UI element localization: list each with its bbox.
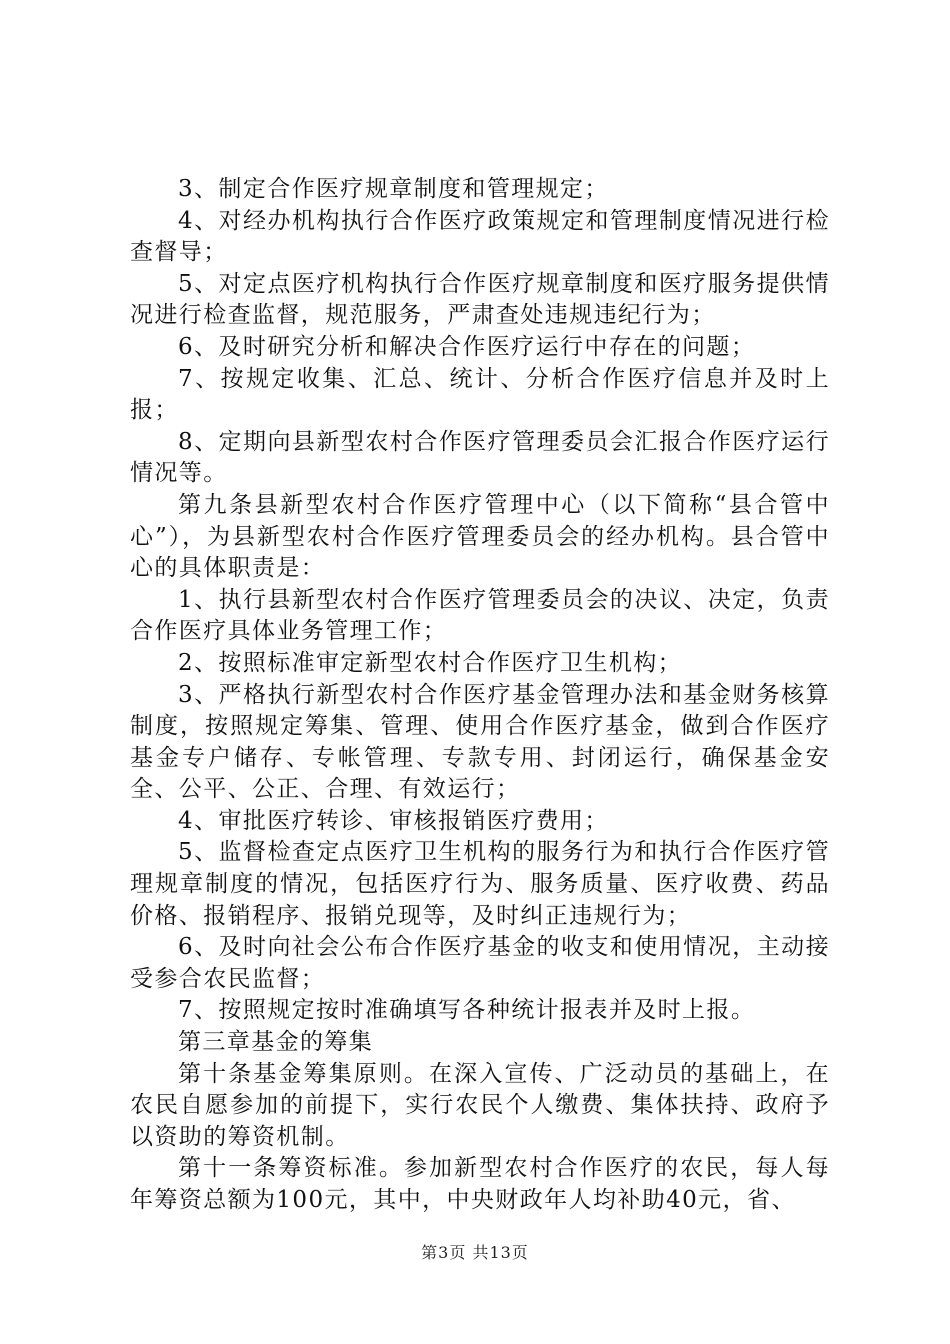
- paragraph: 8、定期向县新型农村合作医疗管理委员会汇报合作医疗运行情况等。: [130, 428, 830, 487]
- paragraph: 第九条县新型农村合作医疗管理中心（以下简称“县合管中心”），为县新型农村合作医疗管理委员会的经办机构。县合管中心的具体职责是：: [130, 491, 830, 582]
- paragraph: 2、按照标准审定新型农村合作医疗卫生机构；: [178, 649, 683, 676]
- paragraph: 5、对定点医疗机构执行合作医疗规章制度和医疗服务提供情况进行检查监督，规范服务，严肃查处违规违纪行为；: [130, 270, 830, 329]
- paragraph: 4、对经办机构执行合作医疗政策规定和管理制度情况进行检查督导；: [130, 207, 830, 266]
- document-body: [130, 174, 830, 1217]
- paragraph: 第十条基金筹集原则。在深入宣传、广泛动员的基础上，在农民自愿参加的前提下，实行农民个人缴费、集体扶持、政府予以资助的筹资机制。: [130, 1060, 830, 1150]
- paragraph: 7、按照规定按时准确填写各种统计报表并及时上报。: [178, 997, 756, 1024]
- paragraph: 3、制定合作医疗规章制度和管理规定；: [178, 176, 609, 202]
- paragraph: 4、审批医疗转诊、审核报销医疗费用；: [178, 807, 609, 834]
- paragraph: 5、监督检查定点医疗卫生机构的服务行为和执行合作医疗管理规章制度的情况，包括医疗行为、服务质量、医疗收费、药品价格、报销程序、报销兑现等，及时纠正违规行为；: [130, 839, 830, 929]
- paragraph: 1、执行县新型农村合作医疗管理委员会的决议、决定，负责合作医疗具体业务管理工作；: [130, 586, 830, 645]
- page-number-footer: 第3页 共13页: [421, 1243, 529, 1262]
- paragraph: 6、及时向社会公布合作医疗基金的收支和使用情况，主动接受参合农民监督；: [130, 934, 830, 992]
- paragraph: 第十一条筹资标准。参加新型农村合作医疗的农民，每人每年筹资总额为100元，其中，中央财政年人均补助40元，省、: [130, 1155, 830, 1213]
- paragraph: 7、按规定收集、汇总、统计、分析合作医疗信息并及时上报；: [130, 365, 830, 424]
- paragraph: 6、及时研究分析和解决合作医疗运行中存在的问题；: [178, 333, 756, 360]
- paragraph: 3、严格执行新型农村合作医疗基金管理办法和基金财务核算制度，按照规定筹集、管理、使用合作医疗基金，做到合作医疗基金专户储存、专帐管理、专款专用、封闭运行，确保基金安全、公平、公正、合理、有效运行；: [130, 681, 830, 803]
- chapter-heading: 第三章基金的筹集: [178, 1029, 374, 1056]
